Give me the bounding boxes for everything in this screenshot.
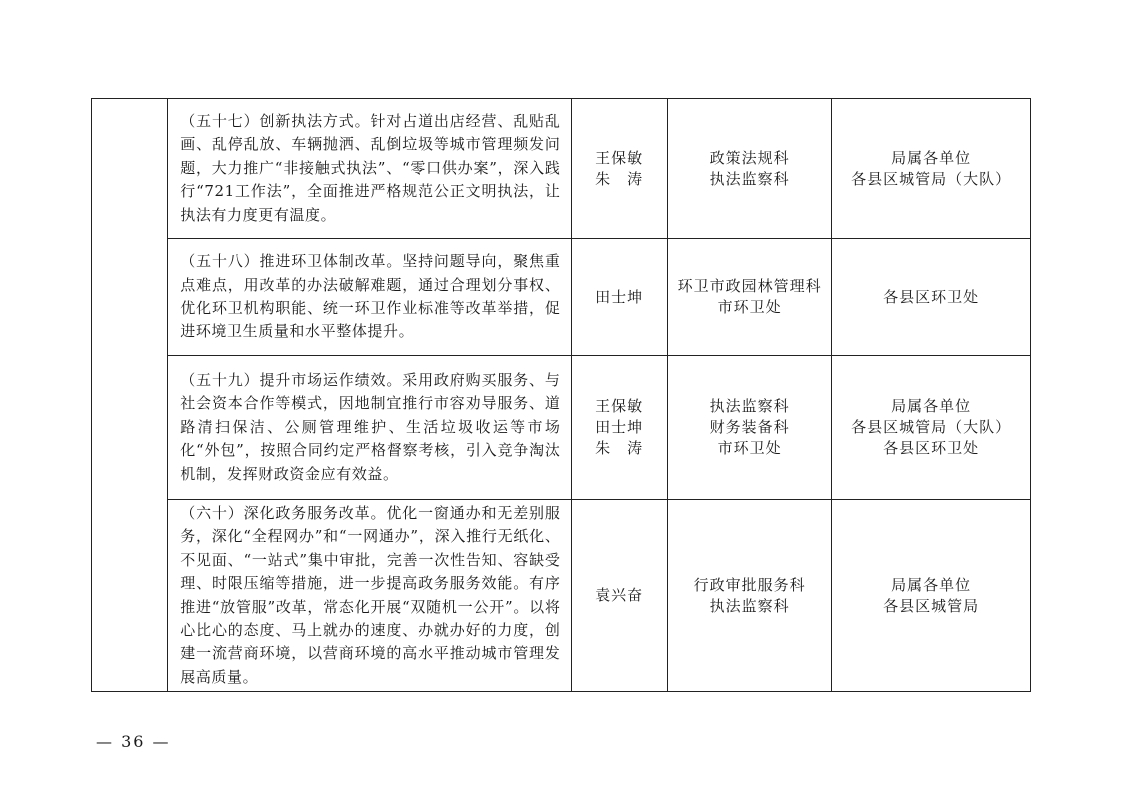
lead-departments xyxy=(667,239,832,356)
unit-name: 各县区城管局（大队） xyxy=(851,169,1012,188)
unit-name: 各县区城管局（大队） xyxy=(851,418,1012,436)
responsible-units xyxy=(832,500,1031,692)
task-table xyxy=(91,98,1031,692)
leader-name: 朱 涛 xyxy=(595,439,644,457)
leader-name: 田士坤 xyxy=(595,287,644,306)
department-name: 财务装备科 xyxy=(709,418,790,436)
table-row xyxy=(92,356,1031,500)
leader-name: 田士坤 xyxy=(595,418,644,436)
responsible-units xyxy=(832,239,1031,356)
department-name: 政策法规科 xyxy=(709,148,790,167)
task-description: （五十七）创新执法方式。针对占道出店经营、乱贴乱画、乱停乱放、车辆抛洒、乱倒垃圾等城市管理频发问题，大力推广“非接触式执法”、“零口供办案”，深入践行“721工作法”，全面推进严格规范公正文明执法，让执法有力度更有温度。 xyxy=(168,99,571,239)
lead-departments xyxy=(667,356,832,500)
unit-name: 局属各单位 xyxy=(891,575,972,594)
responsible-units xyxy=(832,356,1031,500)
page-number: — 36 — xyxy=(96,732,171,751)
department-name: 环卫市政园林管理科 xyxy=(677,277,822,295)
unit-name: 各县区城管局 xyxy=(883,596,980,615)
department-name: 执法监察科 xyxy=(709,596,790,615)
table-row xyxy=(92,500,1031,692)
department-name: 执法监察科 xyxy=(709,169,790,188)
leader-name: 王保敏 xyxy=(595,397,644,415)
department-name: 行政审批服务科 xyxy=(693,575,806,594)
responsible-leaders xyxy=(571,239,667,356)
category-cell xyxy=(92,99,168,692)
unit-name: 各县区环卫处 xyxy=(883,439,980,457)
responsible-leaders xyxy=(571,356,667,500)
leader-name: 朱 涛 xyxy=(595,169,644,188)
responsible-leaders xyxy=(571,500,667,692)
responsible-units xyxy=(832,99,1031,239)
leader-name: 王保敏 xyxy=(595,148,644,167)
task-description: （五十八）推进环卫体制改革。坚持问题导向，聚焦重点难点，用改革的办法破解难题，通过合理划分事权、优化环卫机构职能、统一环卫作业标准等改革举措，促进环境卫生质量和水平整体提升。 xyxy=(168,239,571,356)
leader-name: 袁兴奋 xyxy=(595,586,644,605)
lead-departments xyxy=(667,500,832,692)
unit-name: 局属各单位 xyxy=(891,148,972,167)
department-name: 执法监察科 xyxy=(709,397,790,415)
task-description: （五十九）提升市场运作绩效。采用政府购买服务、与社会资本合作等模式，因地制宜推行市容劝导服务、道路清扫保洁、公厕管理维护、生活垃圾收运等市场化“外包”，按照合同约定严格督察考核，引入竞争淘汰机制，发挥财政资金应有效益。 xyxy=(168,356,571,500)
lead-departments xyxy=(667,99,832,239)
table-row xyxy=(92,239,1031,356)
department-name: 市环卫处 xyxy=(717,298,782,316)
unit-name: 局属各单位 xyxy=(891,397,972,415)
task-description: （六十）深化政务服务改革。优化一窗通办和无差别服务，深化“全程网办”和“一网通办”，深入推行无纸化、不见面、“一站式”集中审批，完善一次性告知、容缺受理、时限压缩等措施，进一步提高政务服务效能。有序推进“放管服”改革，常态化开展“双随机一公开”。以将心比心的态度、马上就办的速度、办就办好的力度，创建一流营商环境，以营商环境的高水平推动城市管理发展高质量。 xyxy=(168,500,571,692)
responsible-leaders xyxy=(571,99,667,239)
department-name: 市环卫处 xyxy=(717,439,782,457)
unit-name: 各县区环卫处 xyxy=(883,287,980,306)
table-row xyxy=(92,99,1031,239)
